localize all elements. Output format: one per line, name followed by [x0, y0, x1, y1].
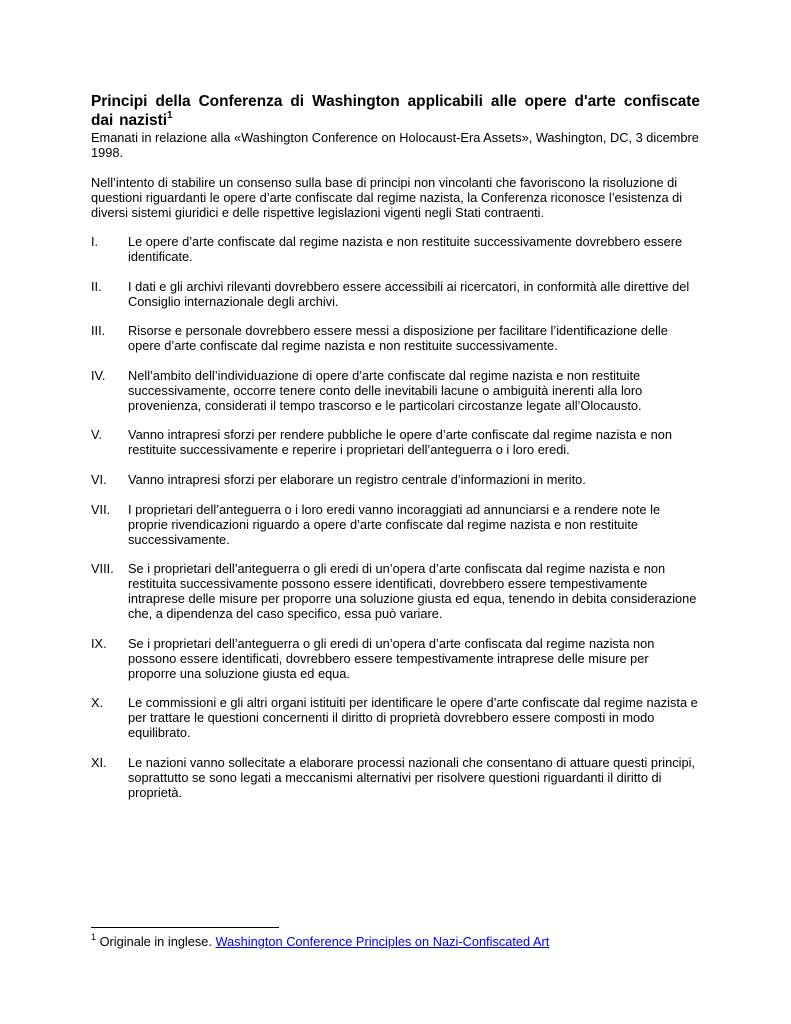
- principle-item: [91, 234, 700, 264]
- footnote-separator: [91, 927, 279, 928]
- principle-text: Nell’ambito dell’individuazione di opere d’arte confiscate dal regime nazista e non restituite successivamente, occorre tenere conto delle inevitabili lacune o ambiguità inerenti alla loro provenienza, considerati il tempo trascorso e le particolari circostanze legate all’Olocausto.: [128, 367, 643, 413]
- principle-item: [91, 636, 700, 681]
- principle-text: Vanno intrapresi sforzi per elaborare un registro centrale d’informazioni in merito.: [128, 471, 586, 487]
- principle-item: [91, 561, 700, 621]
- principle-text: Se i proprietari dell’anteguerra o gli eredi di un’opera d’arte confiscata dal regime nazista non possono essere identificati, dovrebbero essere tempestivamente intraprese delle misure per proporre una soluzione giusta ed equa.: [128, 635, 655, 681]
- principle-text: I dati e gli archivi rilevanti dovrebbero essere accessibili ai ricercatori, in conformità alle direttive del Consiglio internazionale degli archivi.: [128, 278, 690, 309]
- principle-text: Risorse e personale dovrebbero essere messi a disposizione per facilitare l’identificazione delle opere d’arte confiscate dal regime nazista e non restituite successivamente.: [128, 323, 668, 354]
- principle-text: Le commissioni e gli altri organi istituiti per identificare le opere d’arte confiscate dal regime nazista e per trattare le questioni concernenti il diritto di proprietà dovrebbero essere composti in modo equilibrato.: [128, 695, 698, 741]
- principle-number: VII.: [91, 501, 111, 517]
- principle-text: I proprietari dell’anteguerra o i loro eredi vanno incoraggiati ad annunciarsi e a rendere note le proprie rivendicazioni riguardo a opere d’arte confiscate dal regime nazista e non restituite successivamente.: [128, 501, 661, 547]
- principle-text: Le opere d’arte confiscate dal regime nazista e non restituite successivamente dovrebbero essere identificate.: [128, 234, 683, 264]
- principle-text: Vanno intrapresi sforzi per rendere pubbliche le opere d’arte confiscate dal regime nazista e non restituite successivamente e reperire i proprietari dell’anteguerra o i loro eredi.: [128, 427, 672, 458]
- principle-number: II.: [91, 278, 102, 294]
- principle-item: [91, 502, 700, 547]
- principle-text: Se i proprietari dell’anteguerra o gli eredi di un’opera d’arte confiscata dal regime nazista e non restituita successivamente possono essere identificati, dovrebbero essere tempestivamente intraprese delle misure per proporre una soluzione giusta ed equa, tenendo in debita considerazione che, a dipendenza del caso specifico, essa può variare.: [128, 561, 697, 622]
- principle-item: [91, 472, 700, 487]
- principle-item: [91, 323, 700, 353]
- principle-item: [91, 427, 700, 457]
- document-title: [91, 92, 700, 130]
- principle-number: VIII.: [91, 561, 114, 577]
- principle-number: III.: [91, 323, 106, 339]
- document-body: [91, 92, 700, 815]
- footnote: [91, 931, 550, 949]
- intro-paragraph: Nell’intento di stabilire un consenso sulla base di principi non vincolanti che favoriscono la risoluzione di questioni riguardanti le opere d’arte confiscate dal regime nazista, la Conferenza riconosce l’esistenza di diversi sistemi giuridici e delle rispettive legislazioni vigenti negli Stati contraenti.: [91, 175, 683, 220]
- principle-item: [91, 755, 700, 800]
- principle-item: [91, 368, 700, 413]
- principle-number: XI.: [91, 754, 107, 770]
- principle-number: IV.: [91, 367, 106, 383]
- document-subtitle: Emanati in relazione alla «Washington Conference on Holocaust-Era Assets», Washington, DC, 3 dicembre 1998.: [91, 130, 699, 160]
- principle-item: [91, 695, 700, 740]
- principle-number: X.: [91, 695, 104, 711]
- principle-number: I.: [91, 234, 99, 249]
- principles-list: [91, 234, 700, 800]
- principle-item: [91, 279, 700, 309]
- footnote-marker: 1: [91, 931, 97, 942]
- footnote-text: Originale in inglese.: [96, 934, 216, 949]
- footnote-link[interactable]: Washington Conference Principles on Nazi-Confiscated Art: [215, 934, 550, 949]
- title-footnote-ref[interactable]: 1: [167, 109, 173, 121]
- principle-number: V.: [91, 427, 102, 443]
- principle-number: VI.: [91, 471, 107, 487]
- principle-text: Le nazioni vanno sollecitate a elaborare processi nazionali che consentano di attuare questi principi, soprattutto se sono legati a meccanismi alternativi per risolvere questioni riguardanti il diritto di proprietà.: [128, 754, 695, 800]
- principle-number: IX.: [91, 635, 107, 651]
- document-title-text: Principi della Conferenza di Washington applicabili alle opere d'arte confiscate dai nazisti: [91, 93, 700, 129]
